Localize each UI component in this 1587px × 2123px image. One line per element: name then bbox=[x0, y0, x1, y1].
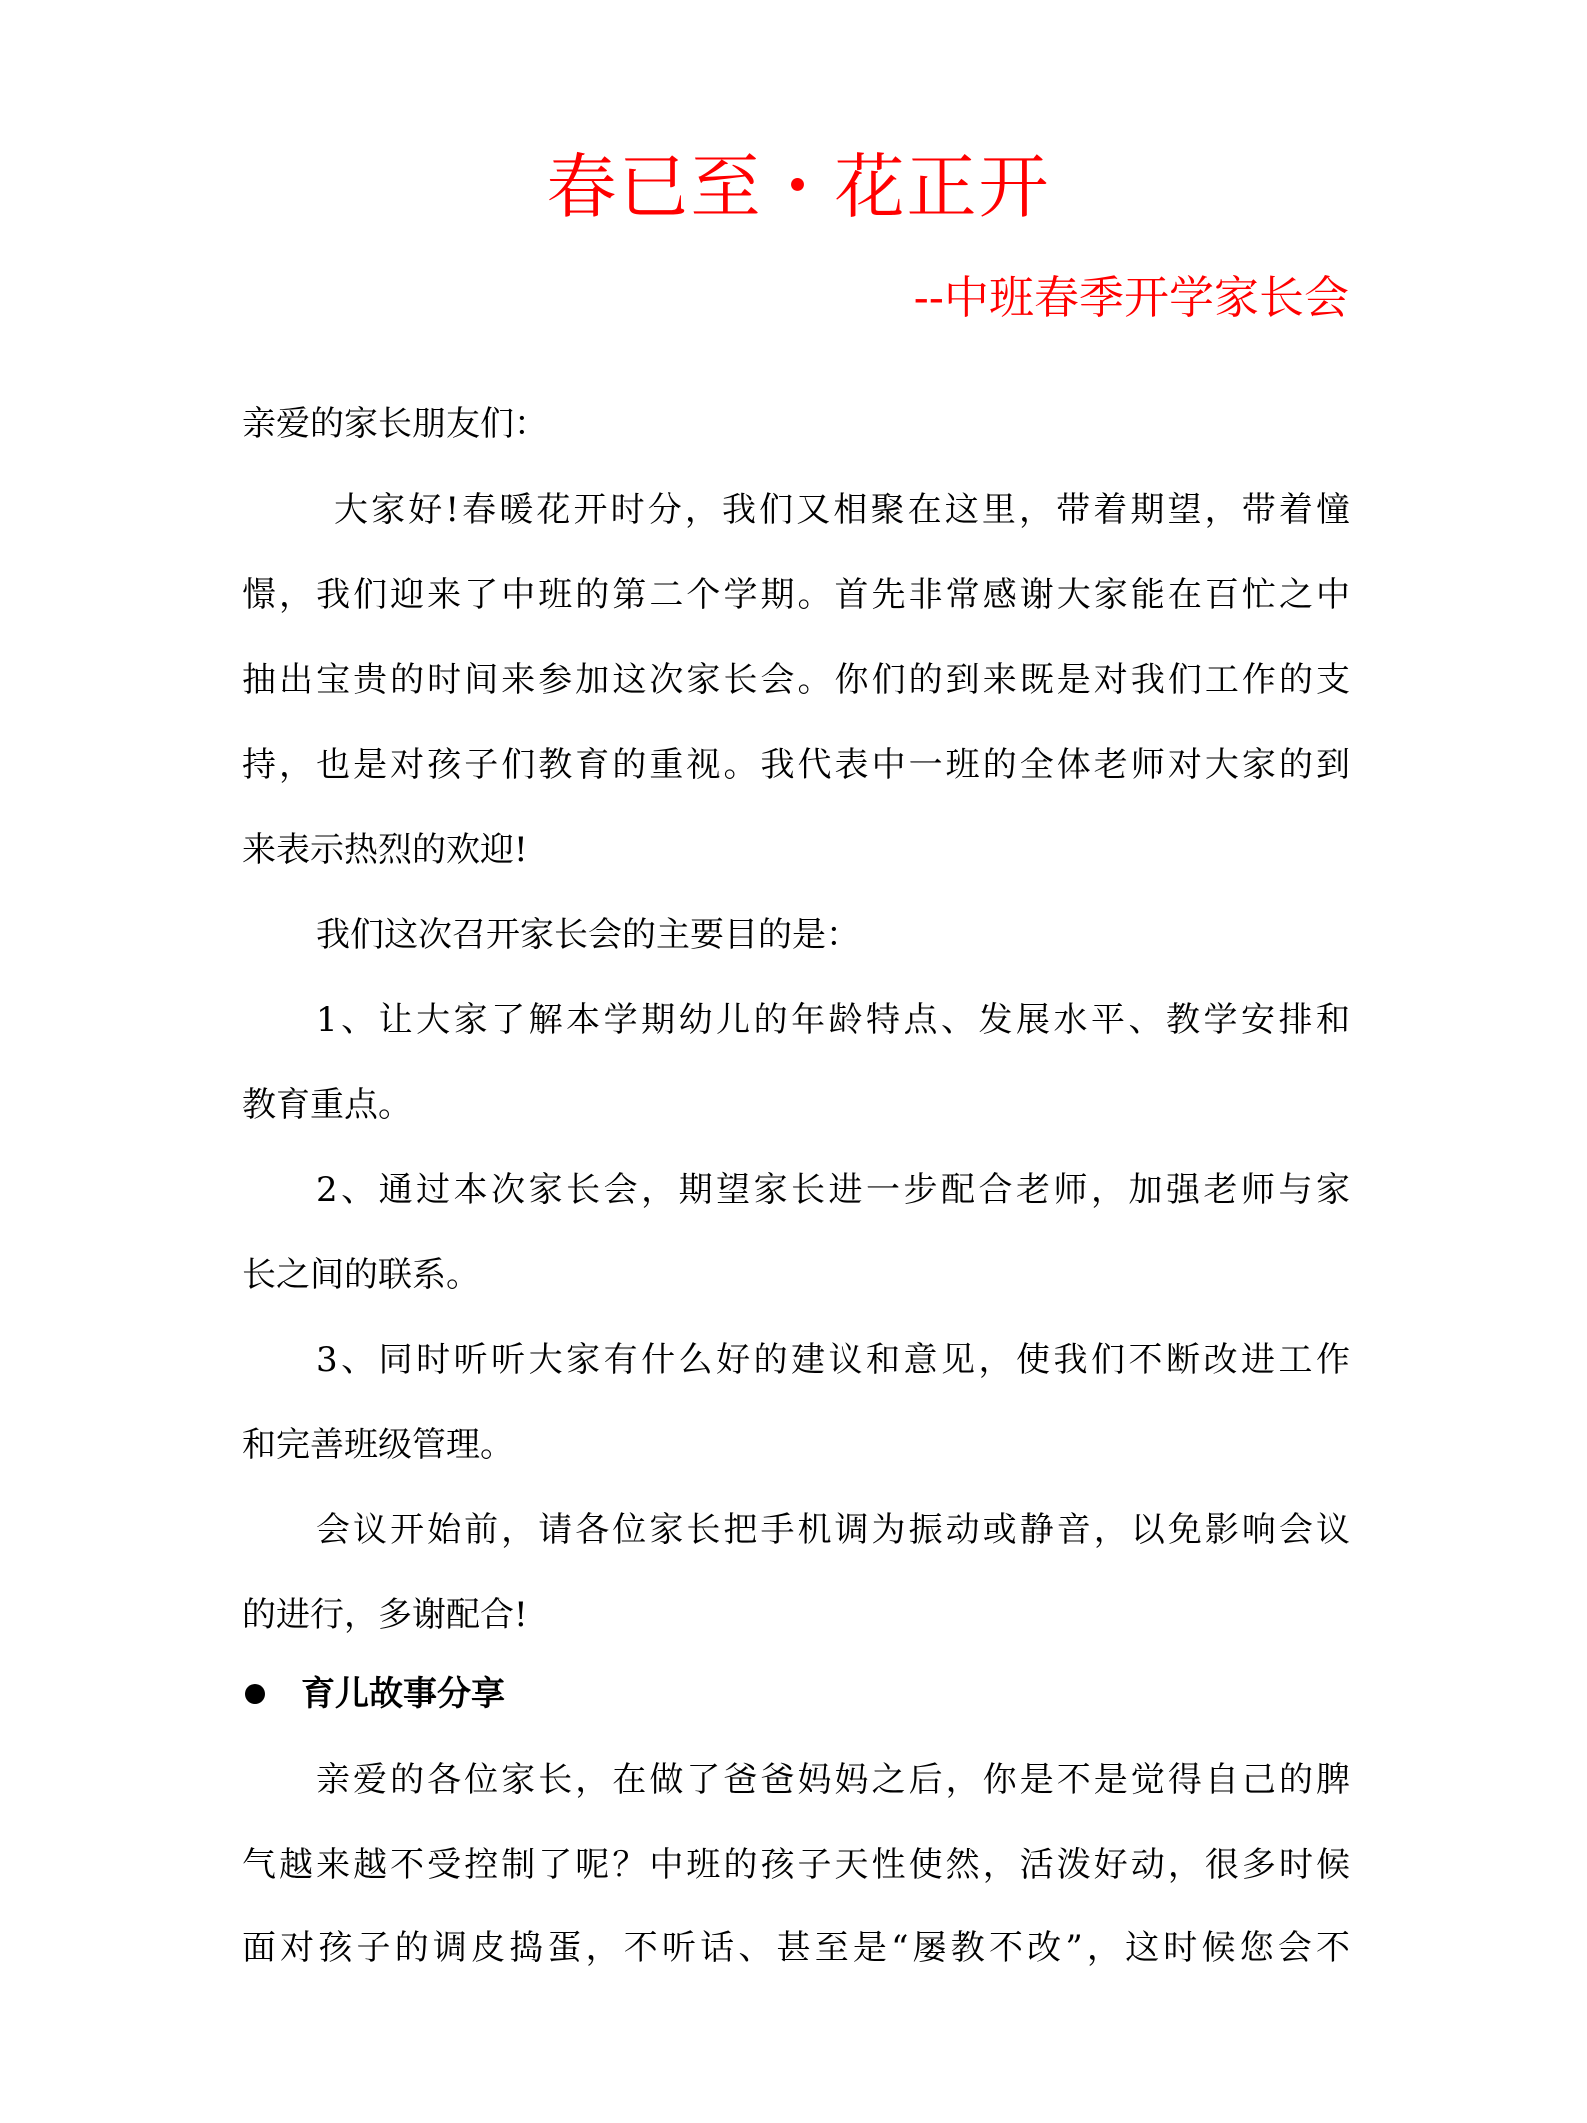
section-heading-text: 育儿故事分享 bbox=[301, 1674, 505, 1714]
paragraph-line: 的进行，多谢配合! bbox=[242, 1595, 528, 1635]
list-item-line: 1、让大家了解本学期幼儿的年龄特点、发展水平、教学安排和 bbox=[316, 1000, 1350, 1040]
paragraph-line: 持，也是对孩子们教育的重视。我代表中一班的全体老师对大家的到 bbox=[242, 745, 1350, 785]
paragraph-line: 大家好!春暖花开时分，我们又相聚在这里，带着期望，带着憧 bbox=[334, 490, 1350, 530]
paragraph-line: 我们这次召开家长会的主要目的是： bbox=[316, 915, 860, 955]
document-subtitle: --中班春季开学家长会 bbox=[913, 271, 1349, 324]
greeting: 亲爱的家长朋友们： bbox=[242, 404, 548, 444]
list-item-line: 长之间的联系。 bbox=[242, 1255, 480, 1295]
section-line: 面对孩子的调皮捣蛋，不听话、甚至是“屡教不改”，这时候您会不 bbox=[242, 1928, 1350, 1968]
section-line: 亲爱的各位家长，在做了爸爸妈妈之后，你是不是觉得自己的脾 bbox=[316, 1760, 1350, 1800]
list-item-line: 3、同时听听大家有什么好的建议和意见，使我们不断改进工作 bbox=[316, 1340, 1350, 1380]
list-item-line: 和完善班级管理。 bbox=[242, 1425, 514, 1465]
section-heading bbox=[245, 1672, 505, 1716]
list-item-line: 教育重点。 bbox=[242, 1085, 412, 1125]
bullet-icon bbox=[245, 1684, 265, 1704]
document-title-text: 春已至・花正开 bbox=[546, 146, 1051, 228]
paragraph-line: 抽出宝贵的时间来参加这次家长会。你们的到来既是对我们工作的支 bbox=[242, 660, 1350, 700]
section-line: 气越来越不受控制了呢？中班的孩子天性使然，活泼好动，很多时候 bbox=[242, 1845, 1350, 1885]
paragraph-line: 来表示热烈的欢迎! bbox=[242, 830, 528, 870]
paragraph-line: 憬，我们迎来了中班的第二个学期。首先非常感谢大家能在百忙之中 bbox=[242, 575, 1350, 615]
paragraph-line: 会议开始前，请各位家长把手机调为振动或静音，以免影响会议 bbox=[316, 1510, 1350, 1550]
list-item-line: 2、通过本次家长会，期望家长进一步配合老师，加强老师与家 bbox=[316, 1170, 1350, 1210]
document-title bbox=[0, 142, 1587, 232]
